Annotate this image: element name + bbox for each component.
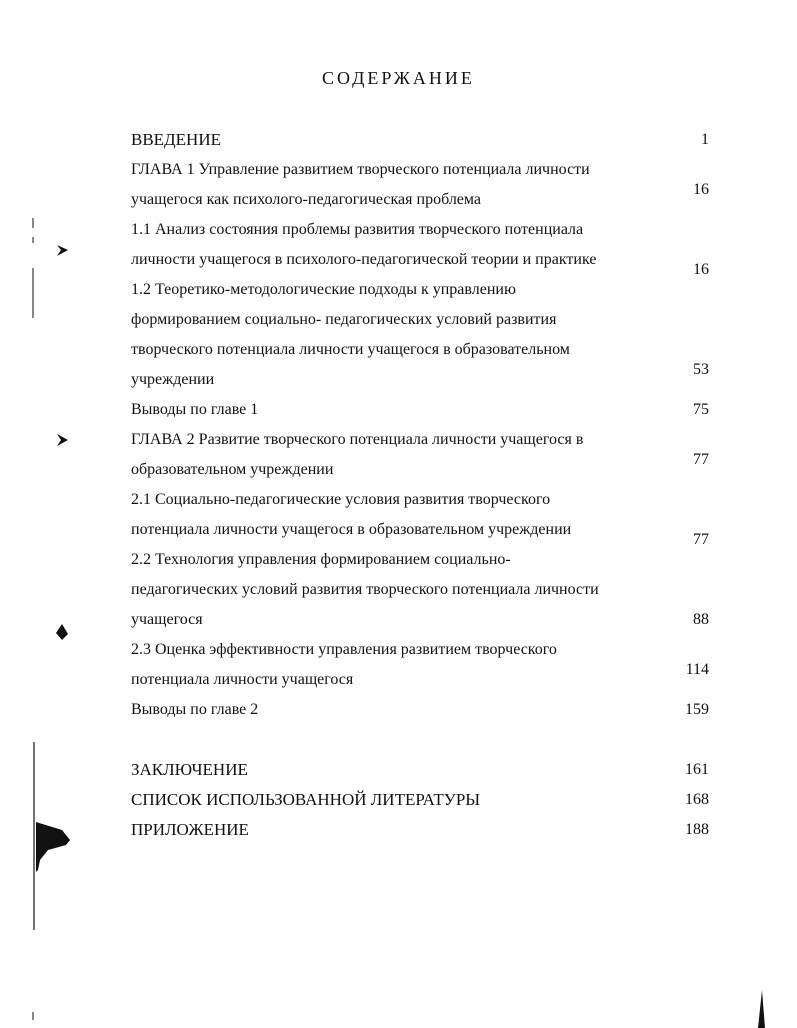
toc-entry-section-1-1-line-2: личности учащегося в психолого-педагогической теории и практике [131, 251, 597, 268]
toc-page-number: 77 [693, 531, 709, 548]
toc-entry-section-2-3-line-2: потенциала личности учащегося [131, 671, 354, 688]
toc-entry-introduction: ВВЕДЕНИЕ [131, 130, 221, 149]
toc-page-number: 1 [701, 131, 709, 148]
toc-entry-section-2-2-line-2: педагогических условий развития творческого потенциала личности [131, 581, 599, 598]
toc-entry-section-2-2-line-3: учащегося [131, 611, 203, 628]
toc-entry-section-1-2-line-2: формированием социально- педагогических условий развития [131, 311, 557, 328]
toc-entry-section-1-2-line-4: учреждении [131, 371, 215, 388]
toc-page-number: 161 [685, 761, 709, 778]
toc-entry-chapter-2-line-2: образовательном учреждении [131, 461, 334, 478]
toc-page-number: 159 [685, 701, 709, 718]
toc-entry-section-1-2-line-3: творческого потенциала личности учащегося в образовательном [131, 341, 570, 358]
toc-page-number: 114 [685, 661, 709, 678]
toc-page-number: 188 [685, 821, 709, 838]
toc-page-number: 88 [693, 611, 709, 628]
toc-page-number: 53 [693, 361, 709, 378]
toc-page-number: 16 [693, 181, 709, 198]
page-title: СОДЕРЖАНИЕ [322, 68, 475, 88]
toc-entry-section-2-3: 2.3 Оценка эффективности управления развитием творческого [131, 641, 557, 658]
toc-page-number: 75 [693, 401, 709, 418]
toc-entry-section-1-1: 1.1 Анализ состояния проблемы развития творческого потенциала [131, 221, 584, 238]
toc-entry-bibliography: СПИСОК ИСПОЛЬЗОВАННОЙ ЛИТЕРАТУРЫ [131, 790, 481, 809]
toc-entry-conclusion: ЗАКЛЮЧЕНИЕ [131, 760, 248, 779]
toc-entry-section-1-2: 1.2 Теоретико-методологические подходы к управлению [131, 281, 516, 298]
toc-entry-chapter-1-line-2: учащегося как психолого-педагогическая проблема [131, 191, 482, 208]
toc-entry-chapter-2: ГЛАВА 2 Развитие творческого потенциала личности учащегося в [131, 431, 584, 448]
toc-page-number: 168 [685, 791, 709, 808]
toc-entry-appendix: ПРИЛОЖЕНИЕ [131, 820, 249, 839]
toc-entry-conclusions-1: Выводы по главе 1 [131, 401, 259, 418]
toc-page-number: 77 [693, 451, 709, 468]
toc-entry-section-2-2: 2.2 Технология управления формированием социально- [131, 551, 511, 568]
toc-entry-conclusions-2: Выводы по главе 2 [131, 701, 259, 718]
toc-page-number: 16 [693, 261, 709, 278]
toc-entry-chapter-1: ГЛАВА 1 Управление развитием творческого потенциала личности [131, 161, 590, 178]
toc-entry-section-2-1: 2.1 Социально-педагогические условия развития творческого [131, 491, 551, 508]
toc-entry-section-2-1-line-2: потенциала личности учащегося в образовательном учреждении [131, 521, 572, 538]
